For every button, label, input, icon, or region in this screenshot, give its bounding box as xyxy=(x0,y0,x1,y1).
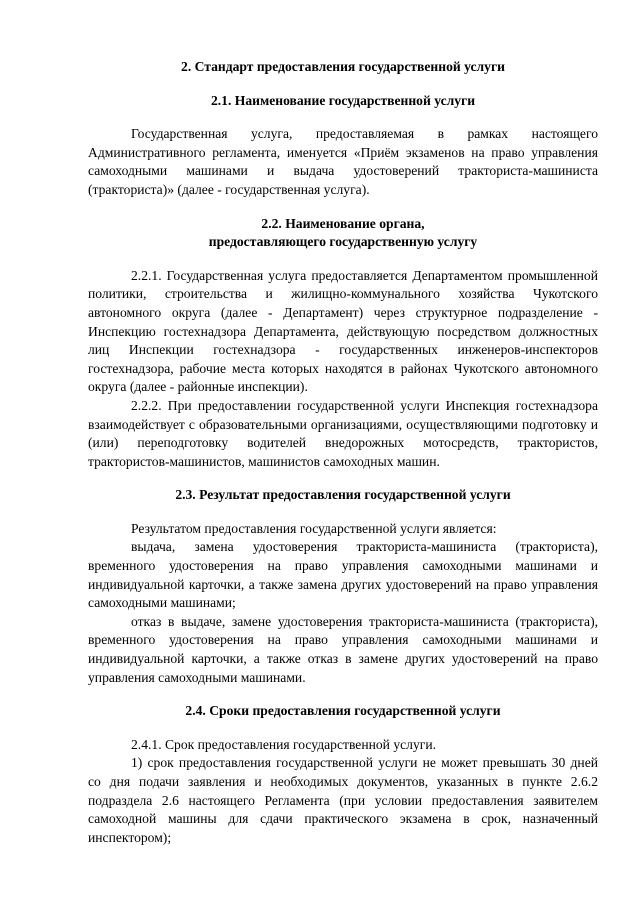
subsection-2-4-paragraph-2: 1) срок предоставления государственной услуги не может превышать 30 дней со дня подачи заявления и необходимых документов, указанных в пункте 2.6.2 подраздела 2.6 настоящего Регламента (при условии предоставления заявителем самоходной машины для сдачи практического экзамена в срок, назначенный инспектором); xyxy=(88,755,598,845)
subsection-2-3-paragraph-1: Результатом предоставления государственной услуги является: xyxy=(131,520,497,536)
subsection-2-2-paragraph-1: 2.2.1. Государственная услуга предоставляется Департаментом промышленной политики, строительства и жилищно-коммунального хозяйства Чукотского автономного округа (далее - Департамент) через структурное подразделение - Инспекцию гостехнадзора Департамента, действующую посредством должностных лиц Инспекции гостехнадзора - государственных инженеров-инспекторов гостехнадзора, рабочие места которых находятся в районах Чукотского автономного округа (далее - районные инспекции). xyxy=(88,267,598,395)
subsection-2-3-paragraph-3: отказ в выдаче, замене удостоверения тракториста-машиниста (тракториста), временного удостоверения на право управления самоходными машинами и индивидуальной карточки, а также отказ в замене других удостоверений на право управления самоходными машинами. xyxy=(88,613,598,685)
subsection-2-2-title-line2: предоставляющего государственную услугу xyxy=(208,234,478,250)
subsection-2-4-title: 2.4. Сроки предоставления государственной услуги xyxy=(185,703,501,719)
subsection-2-3-paragraph-2: выдача, замена удостоверения тракториста-машиниста (тракториста), временного удостоверения на право управления самоходными машинами и индивидуальной карточки, а также замена других удостоверений на право управления самоходными машинами; xyxy=(88,539,598,611)
subsection-2-2-title xyxy=(88,215,598,252)
subsection-2-3-title: 2.3. Результат предоставления государственной услуги xyxy=(175,487,511,503)
subsection-2-2-paragraph-2: 2.2.2. При предоставлении государственной услуги Инспекция гостехнадзора взаимодействует с образовательными организациями, осуществляющими подготовку и (или) переподготовку водителей внедорожных мотосредств, трактористов, трактористов-машинистов, машинистов самоходных машин. xyxy=(88,397,598,469)
document-content xyxy=(88,58,598,847)
subsection-2-4-paragraph-1: 2.4.1. Срок предоставления государственной услуги. xyxy=(131,736,436,752)
subsection-2-1-title: 2.1. Наименование государственной услуги xyxy=(210,92,476,108)
subsection-2-1-paragraph: Государственная услуга, предоставляемая в рамках настоящего Административного регламента, именуется «Приём экзаменов на право управления самоходными машинами и выдача удостоверений тракториста-машиниста (тракториста)» (далее - государственная услуга). xyxy=(88,126,598,197)
subsection-2-2-title-line1: 2.2. Наименование органа, xyxy=(261,215,425,231)
section-title: 2. Стандарт предоставления государственной услуги xyxy=(181,59,505,74)
